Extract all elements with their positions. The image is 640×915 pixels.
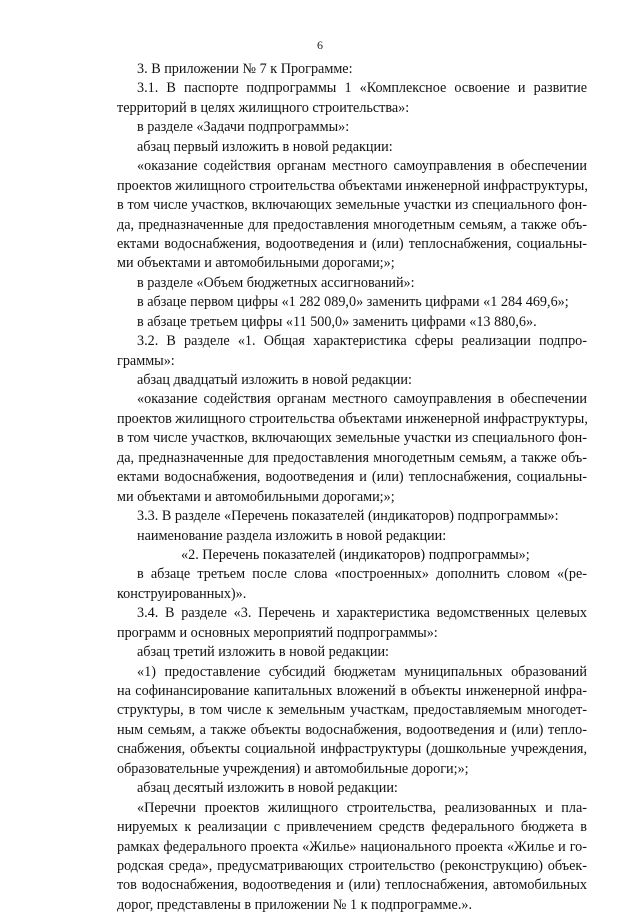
text-line: снабжения, объекты социальной инфраструктуры (дошкольные учреждения, [117, 741, 587, 758]
text-line: в том числе участков, включающих земельные участки из специального фон- [117, 197, 587, 214]
text-line: образовательные учреждения) и автомобильные дороги;»; [117, 760, 469, 777]
text-line: «Перечни проектов жилищного строительства, реализованных и пла- [137, 799, 587, 816]
text-line: проектов жилищного строительства объектами инженерной инфраструктуры, [117, 177, 588, 194]
text-line: граммы»: [117, 352, 175, 369]
text-line: структуры, в том числе к земельным участкам, предоставляемым многодет- [117, 702, 587, 719]
text-line: в абзаце третьем цифры «11 500,0» заменить цифрами «13 880,6». [137, 313, 537, 330]
text-line: конструированных)». [117, 585, 247, 602]
text-line: рамках федерального проекта «Жилье» национального проекта «Жилье и го- [117, 838, 587, 855]
text-line: «2. Перечень показателей (индикаторов) подпрограммы»; [181, 546, 530, 563]
text-line: родская среда», предусматривающих строительство (реконструкцию) объек- [117, 857, 587, 874]
text-line: абзац третий изложить в новой редакции: [137, 644, 389, 661]
text-line: проектов жилищного строительства объектами инженерной инфраструктуры, [117, 410, 588, 427]
document-body [117, 60, 587, 915]
text-line: территорий в целях жилищного строительства»: [117, 99, 410, 116]
text-line: на софинансирование капитальных вложений в объекты инженерной инфра- [117, 683, 587, 699]
text-line: абзац двадцатый изложить в новой редакции: [137, 372, 412, 388]
text-line: в абзаце третьем после слова «построенных» дополнить словом «(ре- [137, 566, 587, 583]
text-line: ектами водоснабжения, водоотведения и (или) теплоснабжения, социальны- [117, 469, 587, 486]
text-line: абзац десятый изложить в новой редакции: [137, 780, 398, 797]
text-line: «1) предоставление субсидий бюджетам муниципальных образований [137, 663, 587, 680]
text-line: программ и основных мероприятий подпрограммы»: [117, 624, 438, 641]
text-line: в разделе «Объем бюджетных ассигнований»: [137, 274, 415, 291]
text-line: ми объектами и автомобильными дорогами;»; [117, 255, 395, 272]
text-line: ным семьям, а также объекты водоснабжения, водоотведения и (или) тепло- [117, 721, 587, 738]
text-line: наименование раздела изложить в новой редакции: [137, 527, 447, 544]
page-number: 6 [317, 38, 323, 52]
text-line: ми объектами и автомобильными дорогами;»; [117, 488, 395, 505]
text-line: в разделе «Задачи подпрограммы»: [137, 119, 350, 136]
text-line: 3. В приложении № 7 к Программе: [137, 61, 353, 77]
text-line: да, предназначенные для предоставления многодетным семьям, а также объ- [117, 449, 587, 466]
text-line: 3.1. В паспорте подпрограммы 1 «Комплексное освоение и развитие [137, 80, 587, 97]
text-line: «оказание содействия органам местного самоуправления в обеспечении [137, 158, 587, 175]
text-line: 3.4. В разделе «3. Перечень и характеристика ведомственных целевых [137, 605, 587, 622]
text-line: дорог, представлены в приложении № 1 к подпрограмме.». [117, 896, 473, 913]
text-line: 3.3. В разделе «Перечень показателей (индикаторов) подпрограммы»: [137, 508, 559, 525]
text-line: да, предназначенные для предоставления многодетным семьям, а также объ- [117, 216, 587, 233]
text-line: в том числе участков, включающих земельные участки из специального фон- [117, 430, 587, 447]
text-line: 3.2. В разделе «1. Общая характеристика сферы реализации подпро- [137, 333, 587, 350]
text-line: в абзаце первом цифры «1 282 089,0» заменить цифрами «1 284 469,6»; [137, 294, 569, 311]
text-line: ектами водоснабжения, водоотведения и (или) теплоснабжения, социальны- [117, 235, 587, 252]
text-line: тов водоснабжения, водоотведения и (или) теплоснабжения, автомобильных [117, 877, 587, 894]
text-line: нируемых к реализации с привлечением средств федерального бюджета в [117, 819, 587, 836]
text-line: «оказание содействия органам местного самоуправления в обеспечении [137, 391, 587, 408]
text-line: абзац первый изложить в новой редакции: [137, 138, 393, 155]
